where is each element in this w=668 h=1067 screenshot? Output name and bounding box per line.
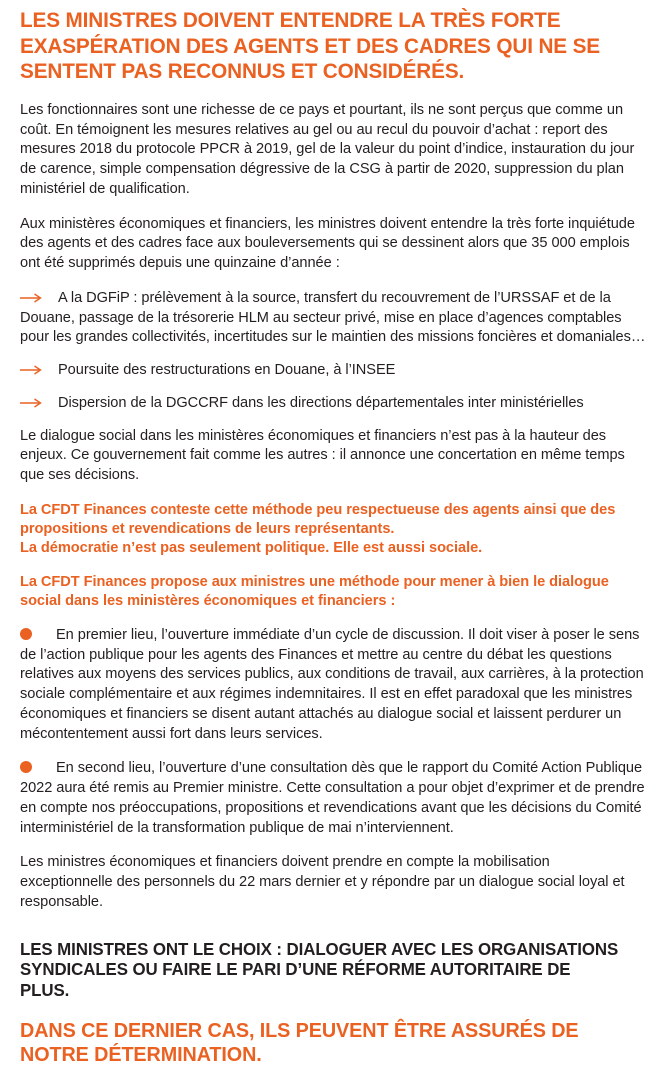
dot-list-item-second-lieu <box>20 759 646 838</box>
arrow-right-icon <box>20 290 58 305</box>
arrow-list-item-dgccrf <box>20 394 646 414</box>
orange-statement-line-2: La démocratie n’est pas seulement politique. Elle est aussi sociale. <box>20 539 483 556</box>
dot-list-item-text: En second lieu, l’ouverture d’une consultation dès que le rapport du Comité Action Publique 2022 aura été remis au Premier ministre. Cette consultation a pour objet d’exprimer et de prendre en compte nos préoccupations, propositions et revendications avant que les décisions du Comité interministériel de la transformation publique de mai n’interviennent. <box>20 760 645 836</box>
arrow-right-icon <box>20 362 58 377</box>
page-title: LES MINISTRES DOIVENT ENTENDRE LA TRÈS FORTE EXASPÉRATION DES AGENTS ET DES CADRES QUI NE SE SENTENT PAS RECONNUS ET CONSIDÉRÉS. <box>20 8 600 84</box>
paragraph-fonctionnaires: Les fonctionnaires sont une richesse de ce pays et pourtant, ils ne sont perçus que comme un coût. En témoignent les mesures relatives au gel ou au recul du pouvoir d’achat : report des mesures 2018 du protocole PPCR à 2019, gel de la valeur du point d’indice, instauration du jour de carence, simple compensation dégressive de la CSG à partir de 2020, suppression du plan ministériel de qualification. <box>20 101 635 197</box>
arrow-list-item-text: Dispersion de la DGCCRF dans les directions départementales inter ministérielles <box>58 394 584 411</box>
arrow-right-icon <box>20 395 58 410</box>
arrow-list-item-dgfip <box>20 289 646 348</box>
paragraph-dialogue-social: Le dialogue social dans les ministères économiques et financiers n’est pas à la hauteur des enjeux. Ce gouvernement fait comme les autres : il annonce une concertation en même temps que ses décisions. <box>20 427 625 484</box>
arrow-list-item-douane-insee <box>20 361 646 381</box>
orange-statement-block-2: La CFDT Finances propose aux ministres une méthode pour mener à bien le dialogue social dans les ministères économiques et financiers : <box>20 573 609 609</box>
paragraph-mobilisation: Les ministres économiques et financiers doivent prendre en compte la mobilisation exceptionnelle des personnels du 22 mars dernier et y répondre par un dialogue social loyal et responsable. <box>20 854 625 911</box>
closing-heading-black: LES MINISTRES ONT LE CHOIX : DIALOGUER AVEC LES ORGANISATIONS SYNDICALES OU FAIRE LE PARI D’UNE RÉFORME AUTORITAIRE DE PLUS. <box>20 938 619 1000</box>
closing-heading-orange: DANS CE DERNIER CAS, ILS PEUVENT ÊTRE ASSURÉS DE NOTRE DÉTERMINATION. <box>20 1018 579 1066</box>
dot-list-item-premier-lieu <box>20 626 646 745</box>
bullet-dot-icon <box>20 626 56 646</box>
orange-statement-block-1 <box>20 501 646 558</box>
dot-list-item-text: En premier lieu, l’ouverture immédiate d’un cycle de discussion. Il doit viser à poser le sens de l’action publique pour les agents des Finances et mettre au centre du débat les questions relatives aux moyens des services publics, aux conditions de travail, aux carrières, à la protection sociale complémentaire et aux régimes indemnitaires. Il est en effet paradoxal que les ministres économiques et financiers se disent autant attachés au dialogue social et laissent perdurer un mécontentement aussi fort dans leurs services. <box>20 626 644 742</box>
orange-statement-line-1: La CFDT Finances conteste cette méthode peu respectueuse des agents ainsi que des propositions et revendications de leurs représentants. <box>20 501 616 537</box>
paragraph-ministeres: Aux ministères économiques et financiers, les ministres doivent entendre la très forte inquiétude des agents et des cadres face aux bouleversements qui se dessinent alors que 35 000 emplois ont été supprimés depuis une quinzaine d’année : <box>20 215 635 272</box>
arrow-list-item-text: A la DGFiP : prélèvement à la source, transfert du recouvrement de l’URSSAF et de la Douane, passage de la trésorerie HLM au secteur privé, mise en place d’agences comptables pour les grandes collectivités, incertitudes sur le maintien des missions foncières et domaniales… <box>20 289 646 346</box>
bullet-dot-icon <box>20 759 56 779</box>
arrow-list-item-text: Poursuite des restructurations en Douane, à l’INSEE <box>58 362 396 379</box>
